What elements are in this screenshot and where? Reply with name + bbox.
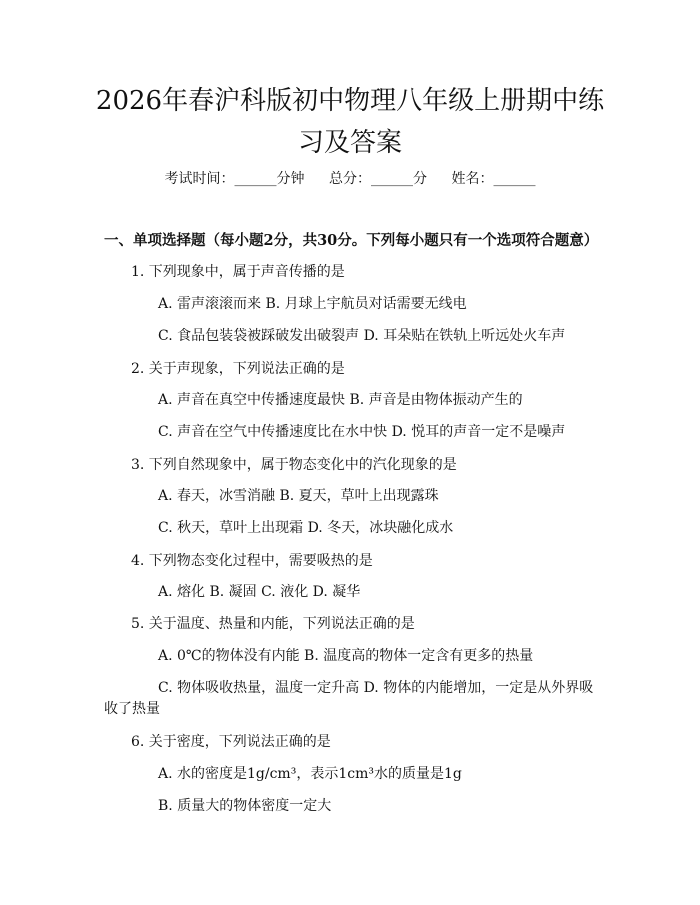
question-1-options-cd: C. 食品包装袋被踩破发出破裂声 D. 耳朵贴在铁轨上听远处火车声 (158, 328, 566, 344)
question-3-options-ab: A. 春天，冰雪消融 B. 夏天，草叶上出现露珠 (158, 488, 439, 504)
student-name: 姓名：______ (451, 171, 536, 187)
exam-time: 考试时间：______分钟 (164, 171, 305, 187)
question-3-options-cd: C. 秋天，草叶上出现霜 D. 冬天，冰块融化成水 (158, 520, 454, 536)
question-5-options-cd: C. 物体吸收热量，温度一定升高 D. 物体的内能增加，一定是从外界吸 (158, 680, 594, 696)
document-title (60, 80, 640, 164)
question-6: 6. 关于密度，下列说法正确的是 (131, 734, 331, 750)
question-4: 4. 下列物态变化过程中，需要吸热的是 (131, 553, 373, 569)
question-6-option-b: B. 质量大的物体密度一定大 (158, 798, 332, 814)
exam-info (0, 168, 700, 188)
question-2-options-cd: C. 声音在空气中传播速度比在水中快 D. 悦耳的声音一定不是噪声 (158, 424, 566, 440)
question-5-options-ab: A. 0℃的物体没有内能 B. 温度高的物体一定含有更多的热量 (158, 648, 534, 664)
question-4-options: A. 熔化 B. 凝固 C. 液化 D. 凝华 (158, 584, 361, 600)
question-3: 3. 下列自然现象中，属于物态变化中的汽化现象的是 (131, 457, 457, 473)
question-6-option-a: A. 水的密度是1g/cm³，表示1cm³水的质量是1g (158, 766, 462, 782)
total-score: 总分：______分 (329, 171, 427, 187)
title-line-1: 2026年春沪科版初中物理八年级上册期中练 (95, 86, 605, 116)
section-heading: 一、单项选择题（每小题2分，共30分。下列每小题只有一个选项符合题意） (104, 232, 599, 249)
question-5-options-cd-continued: 收了热量 (104, 701, 160, 717)
question-1-options-ab: A. 雷声滚滚而来 B. 月球上宇航员对话需要无线电 (158, 296, 467, 312)
question-2-options-ab: A. 声音在真空中传播速度最快 B. 声音是由物体振动产生的 (158, 392, 523, 408)
question-2: 2. 关于声现象，下列说法正确的是 (131, 361, 345, 377)
question-1: 1. 下列现象中，属于声音传播的是 (131, 264, 345, 280)
title-line-2: 习及答案 (297, 128, 402, 158)
question-5: 5. 关于温度、热量和内能，下列说法正确的是 (131, 616, 415, 632)
